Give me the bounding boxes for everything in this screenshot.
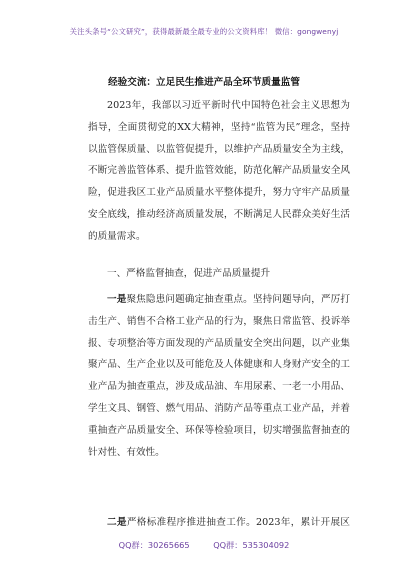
- paragraph-text: 严格标准程序推进抽查工作。2023年，累计开展区: [126, 517, 350, 528]
- footer-qq-group-2: QQ群：535304092: [213, 540, 290, 550]
- section-heading: 一、严格监督抽查，促进产品质量提升: [107, 268, 271, 279]
- footer-qq-group-1: QQ群：30265665: [118, 540, 190, 550]
- body-paragraph: [88, 512, 350, 534]
- page-title: 经验交流：立足民生推进产品全环节质量监管: [108, 77, 300, 88]
- footer-notice: [0, 540, 408, 551]
- body-paragraph: [88, 289, 350, 463]
- paragraph-lead: 一是: [107, 294, 127, 305]
- header-notice: 关注头条号“公文研究”，获得最新最全最专业的公文资料库！ 微信：gongwenyj: [69, 27, 339, 36]
- body-paragraph: 2023年，我部以习近平新时代中国特色社会主义思想为指导，全面贯彻党的XX大精神，坚持“监管为民”理念，坚持以监管保质量、以监管促提升，以维护产品质量安全为主线，不断完善监管体系、提升监管效能，防范化解产品质量安全风险，促进我区工业产品质量水平整体提升，努力守牢产品质量安全底线，推动经济高质量发展，不断满足人民群众美好生活的质量需求。: [88, 100, 350, 242]
- paragraph-lead: 二是: [107, 517, 127, 528]
- paragraph-text: 聚焦隐患问题确定抽查重点。坚持问题导向，严厉打击生产、销售不合格工业产品的行为，聚焦日常监管、投诉举报、专项整治等方面发现的产品质量安全突出问题，以产业集聚产品、生产企业以及可能危及人体健康和人身财产安全的工业产品为抽查重点，涉及成品油、车用尿素、一老一小用品、学生文具、钢管、燃气用品、消防产品等重点工业产品，并着重抽查产品质量安全、环保等检验项目，切实增强监督抽查的针对性、有效性。: [88, 294, 351, 458]
